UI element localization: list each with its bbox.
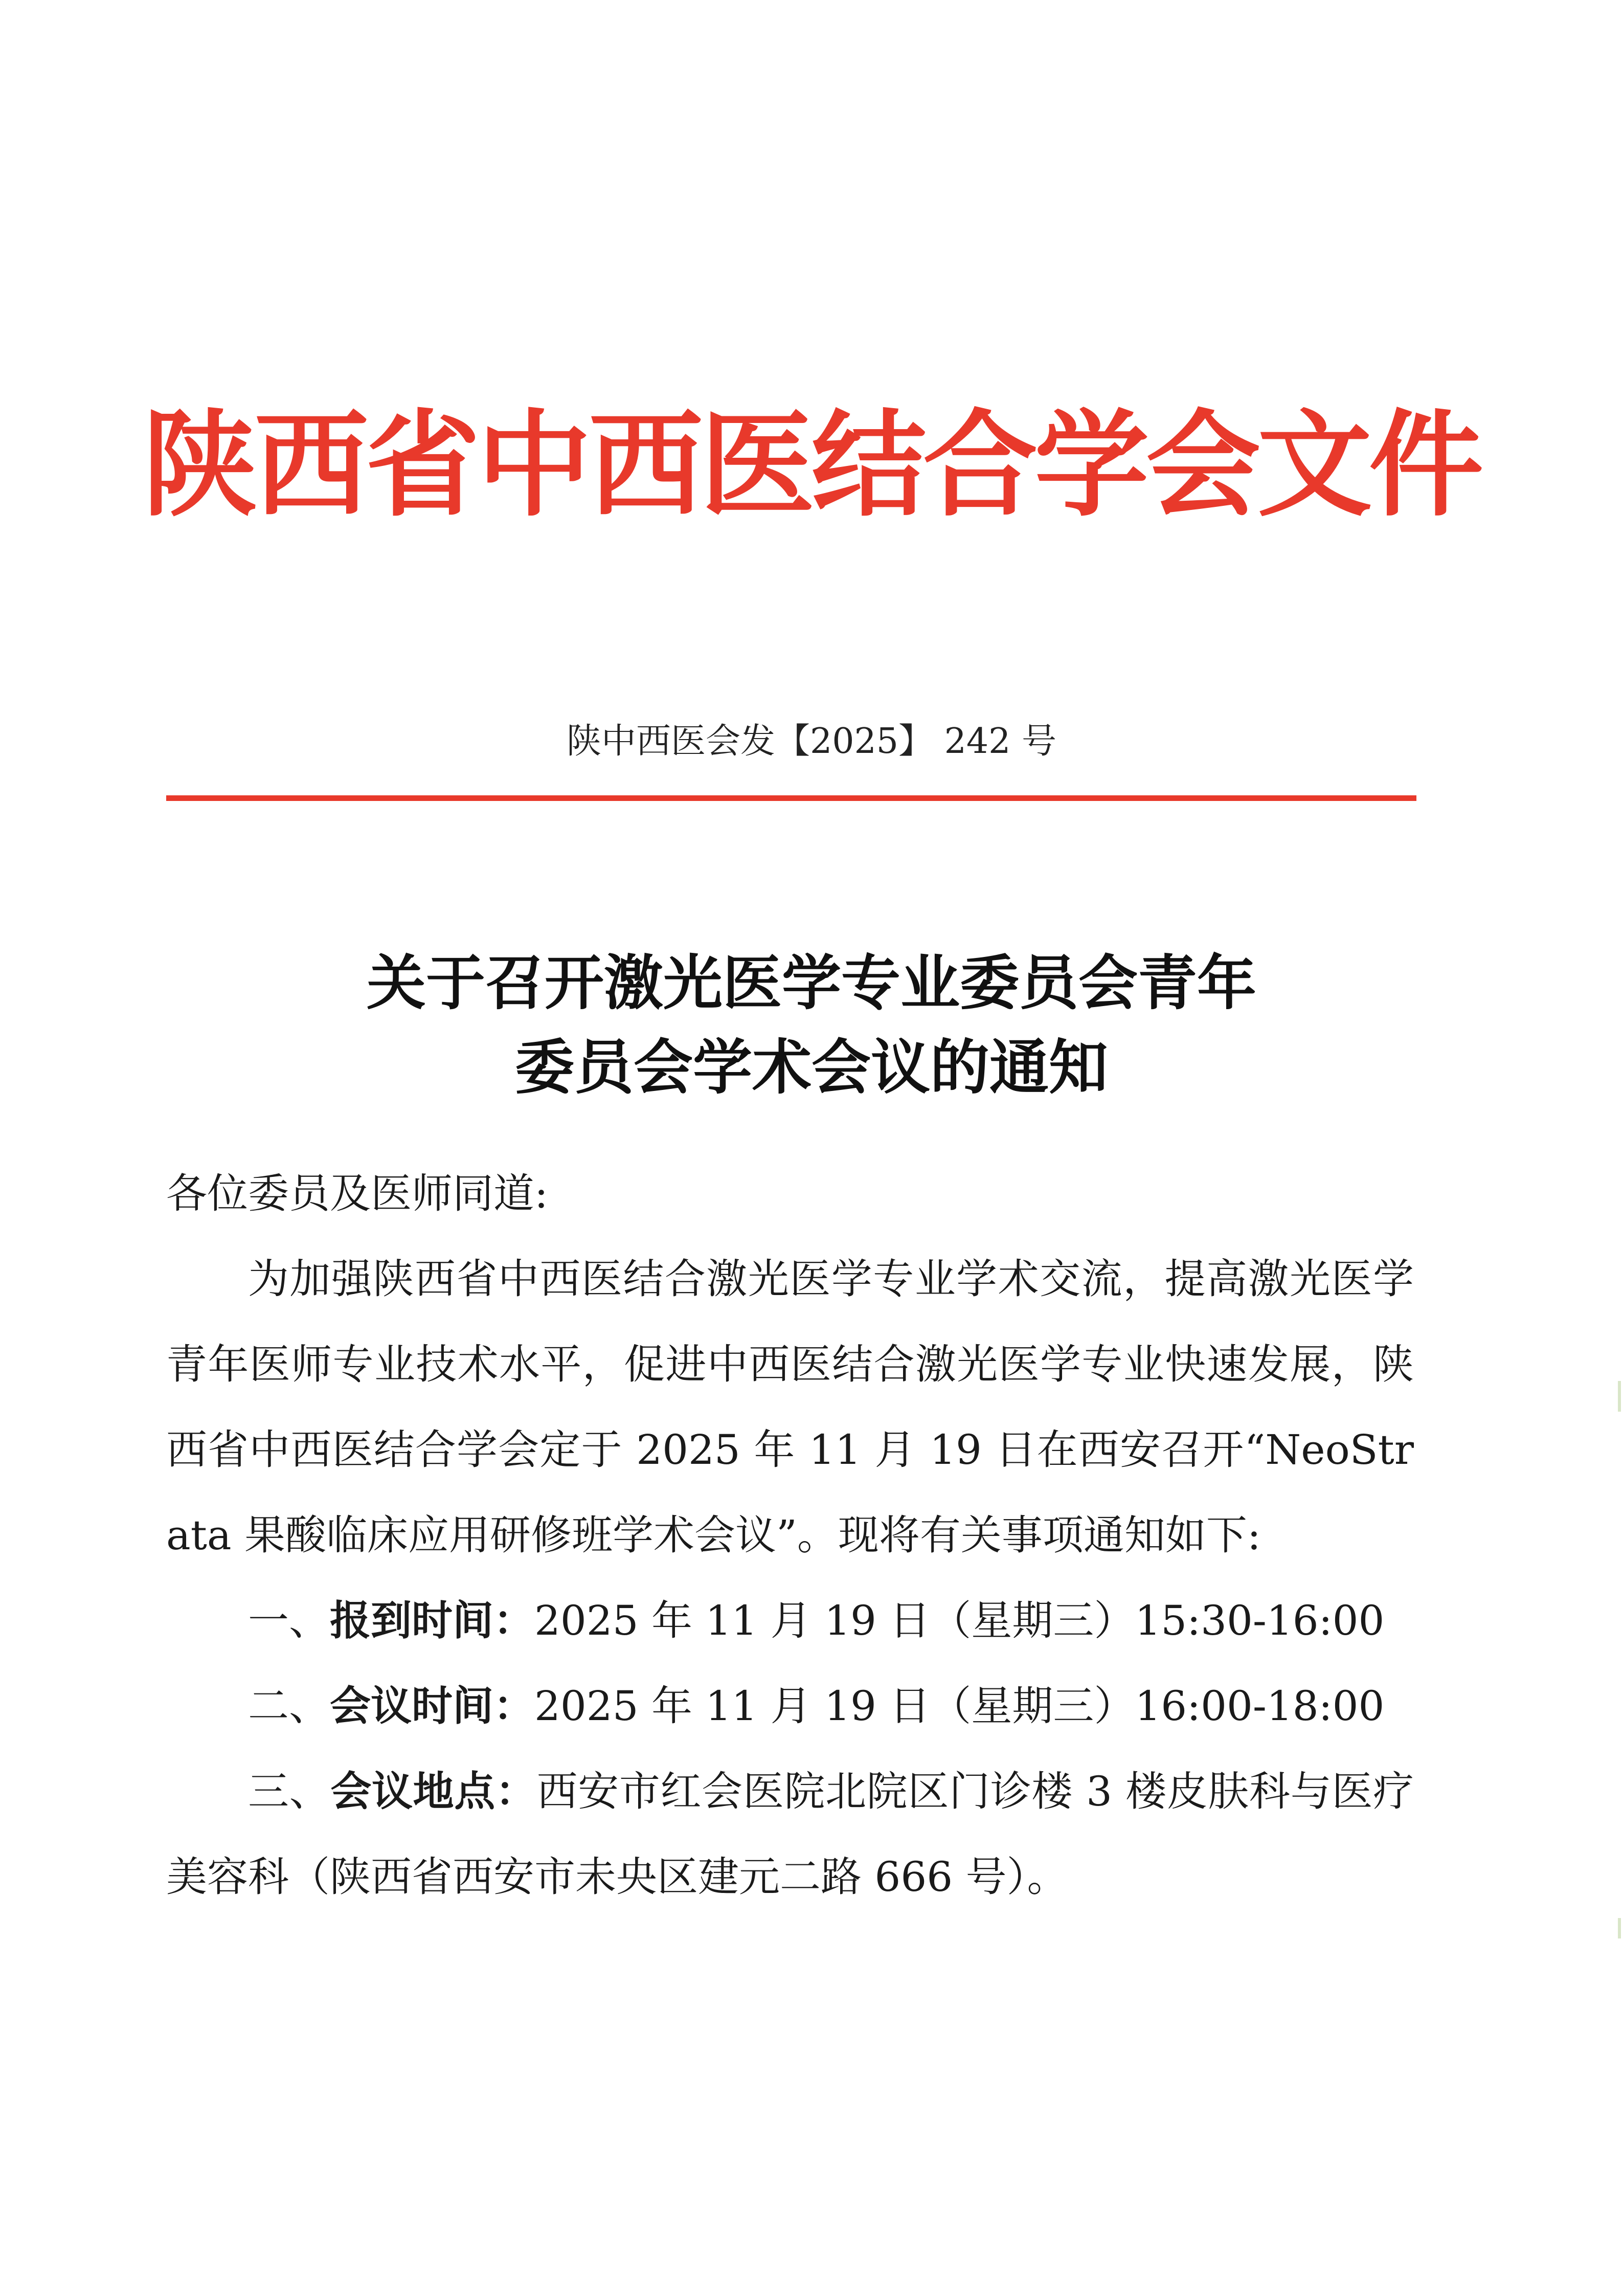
item-value: 2025 年 11 月 19 日（星期三）16:00-18:00: [534, 1682, 1385, 1730]
notice-title-line-1: 关于召开激光医学专业委员会青年: [367, 948, 1256, 1018]
red-divider-line: [166, 795, 1416, 801]
notice-title: [0, 941, 1623, 1110]
item-label: 报到时间：: [330, 1597, 534, 1644]
notice-body: [166, 1151, 1414, 1920]
item-meeting-time: [166, 1663, 1414, 1749]
item-value: 西安市红会医院北院区门诊楼 3 楼皮肤科与医疗美容科（陕西省西安市未央区建元二路 666 号）。: [166, 1768, 1414, 1901]
item-registration-time: [166, 1578, 1414, 1663]
letterhead-title: 陕西省中西医结合学会文件: [143, 398, 1480, 532]
item-number: 一、: [248, 1597, 330, 1644]
item-meeting-location: [166, 1749, 1414, 1920]
item-value: 2025 年 11 月 19 日（星期三）15:30-16:00: [534, 1597, 1385, 1644]
intro-paragraph: 为加强陕西省中西医结合激光医学专业学术交流，提高激光医学青年医师专业技术水平，促进中西医结合激光医学专业快速发展，陕西省中西医结合学会定于 2025 年 11 月 19 日在西安召开“NeoStrata 果酸临床应用研修班学术会议”。现将有关事项通知如下:: [166, 1255, 1414, 1559]
notice-title-line-2: 委员会学术会议的通知: [515, 1033, 1108, 1102]
document-number: 陕中西医会发【2025】 242 号: [566, 721, 1057, 762]
salutation: 各位委员及医师同道:: [166, 1170, 548, 1217]
scan-edge-mark: [1618, 1381, 1621, 1412]
item-label: 会议地点：: [330, 1768, 537, 1815]
scan-edge-mark: [1618, 1918, 1621, 1938]
item-number: 三、: [248, 1768, 331, 1815]
item-number: 二、: [248, 1682, 330, 1730]
item-label: 会议时间：: [330, 1682, 534, 1730]
